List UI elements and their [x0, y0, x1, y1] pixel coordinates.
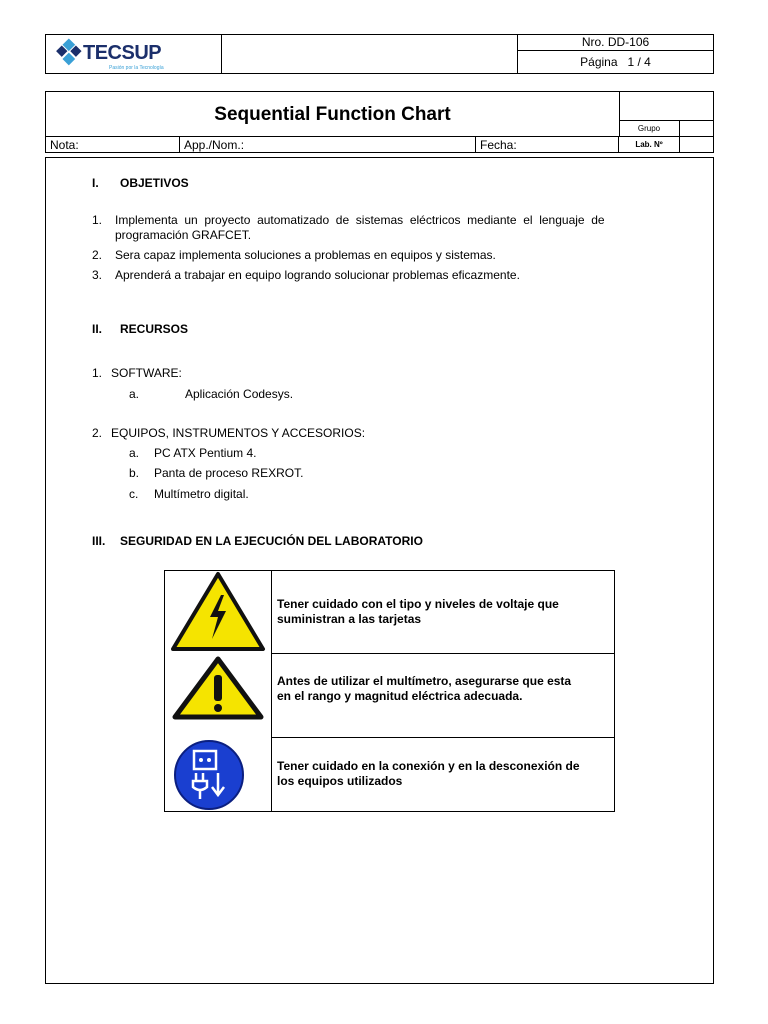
fecha-label: Fecha: [476, 137, 619, 153]
document-number: Nro. DD-106 [517, 35, 714, 51]
section-1-title: OBJETIVOS [120, 176, 189, 190]
safety-icon-column [165, 571, 272, 811]
equipos-item-b-text: Panta de proceso REXROT. [154, 466, 304, 480]
objective-3-text: Aprenderá a trabajar en equipo logrando solucionar problemas eficazmente. [115, 268, 520, 282]
logo-tagline: Pasión por la Tecnología [109, 65, 164, 71]
section-2-number: II. [92, 322, 103, 336]
header-middle-cell [221, 35, 518, 73]
high-voltage-warning-icon [169, 571, 267, 653]
page-number: Página 1 / 4 [580, 55, 651, 69]
equipos-item-a-letter: a. [129, 446, 140, 460]
equipos-label: EQUIPOS, INSTRUMENTOS Y ACCESORIOS: [111, 426, 366, 440]
tecsup-logo [46, 35, 221, 73]
safety-table [164, 570, 615, 812]
safety-row-1-line1: Tener cuidado con el tipo y niveles de voltaje que [277, 597, 559, 611]
title-block [45, 91, 714, 153]
software-item-letter: a. [129, 387, 140, 401]
objective-1-number: 1. [92, 213, 103, 227]
grupo-label: Grupo [619, 120, 680, 137]
software-number: 1. [92, 366, 103, 380]
safety-row-2 [271, 653, 614, 738]
equipos-number: 2. [92, 426, 103, 440]
grupo-value-cell [619, 92, 713, 120]
safety-row-1 [271, 571, 614, 654]
logo-text: TECSUP [83, 42, 162, 64]
safety-row-2-line2: en el rango y magnitud eléctrica adecuada. [277, 689, 523, 703]
objective-2-text: Sera capaz implementa soluciones a problemas en equipos y sistemas. [115, 248, 496, 262]
section-2-title: RECURSOS [120, 322, 189, 336]
document-header [45, 34, 714, 74]
equipos-item-b-letter: b. [129, 466, 140, 480]
section-1-number: I. [92, 176, 99, 190]
header-right-cell [517, 35, 714, 73]
equipos-item-c-text: Multímetro digital. [154, 487, 249, 501]
software-label: SOFTWARE: [111, 366, 182, 380]
disconnect-plug-icon [169, 739, 267, 811]
objective-2-number: 2. [92, 248, 103, 262]
software-item-text: Aplicación Codesys. [185, 387, 294, 401]
objective-1-line1: Implementa un proyecto automatizado de sistemas eléctricos mediante el lenguaje de [115, 213, 605, 227]
info-row [46, 136, 713, 153]
logo-cell [46, 35, 222, 73]
safety-row-3-line1: Tener cuidado en la conexión y en la desconexión de [277, 759, 580, 773]
safety-row-3-line2: los equipos utilizados [277, 774, 403, 788]
grupo-field [679, 120, 713, 137]
safety-row-1-line2: suministran a las tarjetas [277, 612, 422, 626]
nota-label: Nota: [46, 137, 180, 153]
app-nom-label: App./Nom.: [180, 137, 476, 153]
general-warning-icon [169, 655, 267, 721]
equipos-item-c-letter: c. [129, 487, 139, 501]
equipos-item-a-text: PC ATX Pentium 4. [154, 446, 257, 460]
objective-1-line2: programación GRAFCET. [115, 228, 252, 242]
safety-row-2-line1: Antes de utilizar el multímetro, asegurarse que esta [277, 674, 572, 688]
page-title: Sequential Function Chart [46, 92, 620, 137]
lab-number-label: Lab. Nº [619, 137, 680, 153]
objective-3-number: 3. [92, 268, 103, 282]
section-3-number: III. [92, 534, 106, 548]
section-3-title: SEGURIDAD EN LA EJECUCIÓN DEL LABORATORIO [120, 534, 423, 548]
safety-row-3 [271, 737, 614, 811]
